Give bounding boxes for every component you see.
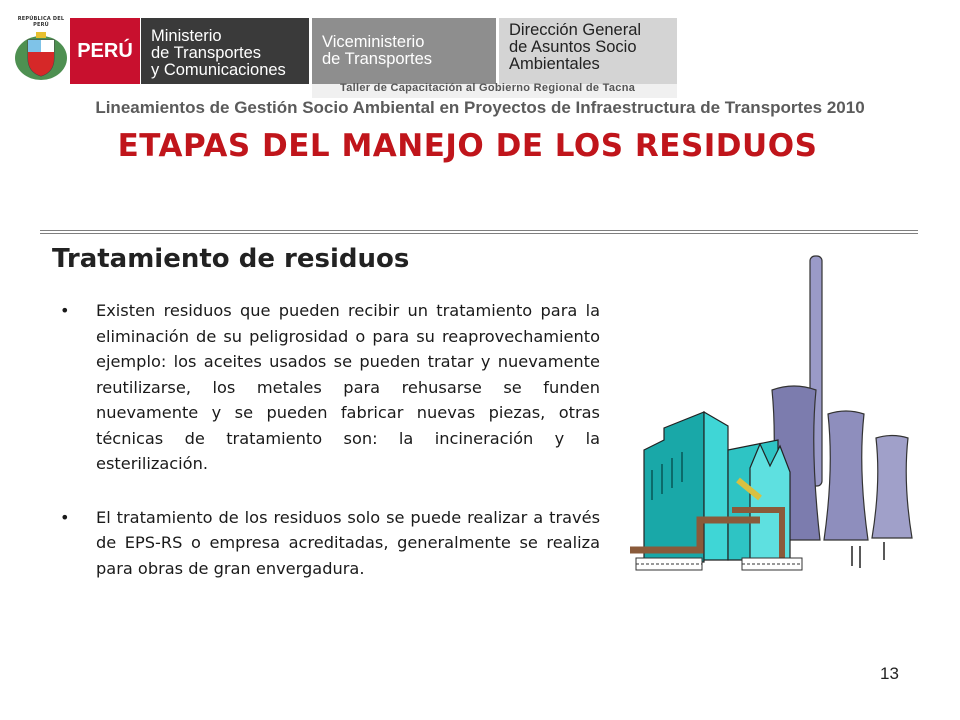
divider-line bbox=[40, 230, 918, 231]
peru-logo: PERÚ bbox=[70, 18, 140, 84]
bullet-item bbox=[60, 298, 600, 477]
section-subtitle: Tratamiento de residuos bbox=[52, 244, 410, 274]
slide-title: ETAPAS DEL MANEJO DE LOS RESIDUOS bbox=[117, 128, 818, 164]
directorate-line: Dirección General bbox=[509, 21, 642, 39]
directorate-line: de Asuntos Socio bbox=[509, 38, 637, 56]
bullet-item bbox=[60, 505, 600, 582]
directorate-block bbox=[499, 18, 677, 84]
ministry-line: y Comunicaciones bbox=[151, 61, 286, 79]
bullet-text: El tratamiento de los residuos solo se puede realizar a través de EPS-RS o empresa acreditadas, generalmente se realiza para obras de gran envergadura. bbox=[96, 507, 600, 578]
factory-illustration bbox=[622, 250, 922, 580]
workshop-caption: Taller de Capacitación al Gobierno Regional de Tacna bbox=[340, 82, 636, 94]
ministry-block bbox=[141, 18, 309, 84]
bullet-marker: • bbox=[60, 507, 70, 527]
crest-caption: REPÚBLICA DEL PERÚ bbox=[17, 16, 65, 28]
guidelines-header: Lineamientos de Gestión Socio Ambiental en Proyectos de Infraestructura de Transportes 2010 bbox=[95, 98, 865, 117]
factory-icon bbox=[622, 250, 922, 580]
ministry-line: de Transportes bbox=[151, 44, 262, 62]
bullet-marker: • bbox=[60, 301, 70, 320]
vice-ministry-line: de Transportes bbox=[322, 50, 433, 68]
bullet-list bbox=[60, 298, 600, 581]
directorate-line: Ambientales bbox=[509, 55, 600, 73]
ministry-line: Ministerio bbox=[151, 27, 222, 45]
bullet-text: Existen residuos que pueden recibir un tratamiento para la eliminación de su peligrosidad o para su reaprovechamiento ejemplo: los aceites usados se pueden tratar y nuevamente reutilizarse, los metales para rehusarse se funden nuevamente y se pueden fabricar nuevas piezas, otras técnicas de tratamiento son: la incineración y la esterilización. bbox=[96, 301, 600, 473]
page-number: 13 bbox=[880, 664, 899, 683]
vice-ministry-line: Viceministerio bbox=[322, 33, 425, 51]
vice-ministry-block bbox=[312, 18, 496, 84]
divider-line bbox=[40, 233, 918, 234]
